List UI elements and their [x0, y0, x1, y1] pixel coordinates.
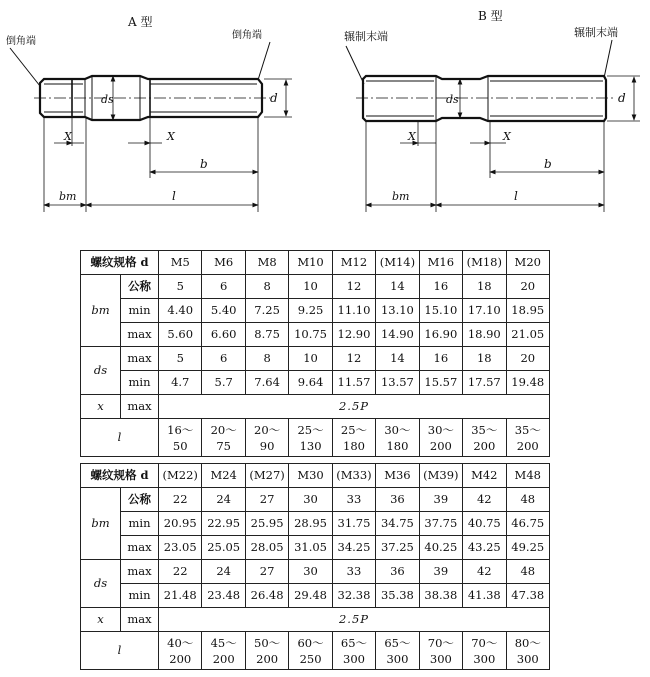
- table-cell: 24: [202, 560, 245, 584]
- l-from: 50～: [254, 635, 281, 650]
- size-cell: M42: [463, 464, 506, 488]
- min-label: min: [121, 512, 159, 536]
- type-a-ds-label: ds: [101, 93, 114, 106]
- table-row: [81, 560, 550, 584]
- size-cell: M36: [376, 464, 419, 488]
- type-b-l-label: l: [514, 189, 518, 203]
- x-value: 2.5P: [159, 395, 550, 419]
- x-label: x: [81, 608, 121, 632]
- table-row: [81, 419, 550, 457]
- l-from: 40～: [167, 635, 194, 650]
- l-to: 180: [386, 438, 409, 453]
- table-cell: 15.57: [419, 371, 462, 395]
- size-cell: M8: [245, 251, 288, 275]
- ds-label: ds: [81, 347, 121, 395]
- table-cell: 43.25: [463, 536, 506, 560]
- max-label: max: [121, 347, 159, 371]
- l-range-cell: [159, 632, 202, 670]
- size-cell: M20: [506, 251, 549, 275]
- size-cell: M16: [419, 251, 462, 275]
- l-to: 300: [516, 651, 539, 666]
- type-a-right-end-label: 倒角端: [232, 30, 262, 41]
- table-cell: 12.90: [332, 323, 375, 347]
- type-a-d-label: d: [270, 91, 278, 105]
- l-from: 65～: [340, 635, 368, 650]
- table-cell: 28.05: [245, 536, 288, 560]
- ds-label: ds: [81, 560, 121, 608]
- type-b-drawing: [344, 8, 640, 212]
- size-cell: (M18): [463, 251, 506, 275]
- l-from: 35～: [471, 422, 498, 437]
- table-cell: 20: [506, 275, 549, 299]
- min-label: min: [121, 371, 159, 395]
- size-cell: (M33): [332, 464, 375, 488]
- type-b-bm-label: bm: [392, 190, 410, 203]
- table-cell: 28.95: [289, 512, 332, 536]
- l-range-cell: [332, 419, 375, 457]
- table-cell: 9.64: [289, 371, 332, 395]
- table-cell: 40.25: [419, 536, 462, 560]
- table-cell: 12: [332, 347, 375, 371]
- table-cell: 16.90: [419, 323, 462, 347]
- table-cell: 13.57: [376, 371, 419, 395]
- size-cell: (M22): [159, 464, 202, 488]
- l-range-cell: [202, 632, 245, 670]
- table-cell: 14: [376, 347, 419, 371]
- l-from: 35～: [514, 422, 541, 437]
- table-cell: 16: [419, 275, 462, 299]
- min-label: min: [121, 584, 159, 608]
- table-cell: 6: [202, 347, 245, 371]
- table-cell: 9.25: [289, 299, 332, 323]
- l-from: 25～: [297, 422, 324, 437]
- table-cell: 14: [376, 275, 419, 299]
- size-cell: M10: [289, 251, 332, 275]
- table-cell: 25.05: [202, 536, 245, 560]
- spec-table-part-2: [80, 463, 550, 670]
- l-to: 300: [343, 651, 365, 666]
- max-label: max: [121, 323, 159, 347]
- table-cell: 11.57: [332, 371, 375, 395]
- table-cell: 23.48: [202, 584, 245, 608]
- table-cell: 20: [506, 347, 549, 371]
- l-range-cell: [159, 419, 202, 457]
- nominal-label: 公称: [121, 488, 159, 512]
- table-cell: 39: [419, 488, 462, 512]
- type-b-right-end-label: 辗制末端: [574, 26, 618, 39]
- table-cell: 41.38: [463, 584, 506, 608]
- table-row: [81, 632, 550, 670]
- table-row: [81, 464, 550, 488]
- table-cell: 33: [332, 560, 375, 584]
- table-cell: 48: [506, 560, 549, 584]
- type-b-left-end-label: 辗制末端: [344, 30, 388, 43]
- l-to: 200: [212, 651, 235, 666]
- table-cell: 22.95: [202, 512, 245, 536]
- l-range-cell: [463, 419, 506, 457]
- l-from: 70～: [427, 635, 454, 650]
- table-row: [81, 323, 550, 347]
- l-range-cell: [506, 419, 549, 457]
- table-row: [81, 347, 550, 371]
- l-from: 65～: [384, 635, 411, 650]
- table-cell: 15.10: [419, 299, 462, 323]
- type-a-left-end-label: 倒角端: [6, 36, 36, 47]
- table-cell: 6: [202, 275, 245, 299]
- table-row: [81, 395, 550, 419]
- spec-table-part-1: [80, 250, 550, 457]
- table-cell: 31.05: [289, 536, 332, 560]
- table-cell: 36: [376, 488, 419, 512]
- table-cell: 12: [332, 275, 375, 299]
- l-range-cell: [463, 632, 506, 670]
- table-cell: 22: [159, 488, 202, 512]
- table-row: [81, 584, 550, 608]
- table-cell: 8.75: [245, 323, 288, 347]
- l-range-cell: [376, 632, 419, 670]
- nominal-label: 公称: [121, 275, 159, 299]
- table-cell: 46.75: [506, 512, 549, 536]
- max-label: max: [121, 395, 159, 419]
- table-cell: 30: [289, 488, 332, 512]
- table-cell: 8: [245, 275, 288, 299]
- l-range-cell: [506, 632, 549, 670]
- table-cell: 24: [202, 488, 245, 512]
- spec-header: 螺纹规格 d: [81, 251, 159, 275]
- l-from: 45～: [210, 635, 237, 650]
- l-to: 300: [473, 651, 496, 666]
- type-b-title: B 型: [478, 9, 503, 23]
- table-cell: 29.48: [289, 584, 332, 608]
- table-cell: 27: [245, 560, 288, 584]
- table-cell: 26.48: [245, 584, 288, 608]
- l-label: l: [81, 419, 159, 457]
- table-cell: 17.57: [463, 371, 506, 395]
- max-label: max: [121, 536, 159, 560]
- table-cell: 18.95: [506, 299, 549, 323]
- l-range-cell: [245, 632, 288, 670]
- l-range-cell: [289, 632, 332, 670]
- type-b-x-label-2: X: [503, 130, 511, 143]
- table-cell: 17.10: [463, 299, 506, 323]
- l-to: 75: [216, 438, 231, 453]
- table-cell: 34.25: [332, 536, 375, 560]
- type-a-x-label-1: X: [64, 130, 72, 143]
- table-cell: 5.40: [202, 299, 245, 323]
- table-row: [81, 251, 550, 275]
- size-cell: (M14): [376, 251, 419, 275]
- table-cell: 27: [245, 488, 288, 512]
- size-cell: M30: [289, 464, 332, 488]
- l-from: 80～: [514, 635, 541, 650]
- table-cell: 22: [159, 560, 202, 584]
- table-cell: 30: [289, 560, 332, 584]
- min-label: min: [121, 299, 159, 323]
- table-cell: 10: [289, 275, 332, 299]
- table-cell: 18: [463, 275, 506, 299]
- table-cell: 5: [159, 347, 202, 371]
- l-to: 180: [343, 438, 365, 453]
- l-from: 20～: [254, 422, 281, 437]
- l-to: 300: [386, 651, 409, 666]
- table-cell: 31.75: [332, 512, 375, 536]
- l-range-cell: [202, 419, 245, 457]
- l-range-cell: [289, 419, 332, 457]
- l-to: 200: [169, 651, 192, 666]
- table-cell: 33: [332, 488, 375, 512]
- table-cell: 14.90: [376, 323, 419, 347]
- l-to: 90: [259, 438, 275, 453]
- table-cell: 35.38: [376, 584, 419, 608]
- table-row: [81, 536, 550, 560]
- table-cell: 32.38: [332, 584, 375, 608]
- table-cell: 11.10: [332, 299, 375, 323]
- size-cell: M12: [332, 251, 375, 275]
- table-cell: 25.95: [245, 512, 288, 536]
- table-cell: 37.75: [419, 512, 462, 536]
- table-cell: 48: [506, 488, 549, 512]
- type-a-x-label-2: X: [167, 130, 175, 143]
- table-cell: 42: [463, 488, 506, 512]
- table-cell: 10.75: [289, 323, 332, 347]
- table-cell: 5: [159, 275, 202, 299]
- bm-label: bm: [81, 275, 121, 347]
- table-cell: 21.48: [159, 584, 202, 608]
- type-a-l-label: l: [172, 189, 176, 203]
- size-cell: M6: [202, 251, 245, 275]
- l-to: 200: [256, 651, 279, 666]
- x-value: 2.5P: [159, 608, 550, 632]
- type-a-b-label: b: [200, 157, 208, 171]
- l-from: 30～: [427, 422, 454, 437]
- type-a-drawing: [6, 14, 292, 212]
- type-b-ds-label: ds: [446, 93, 459, 106]
- table-cell: 6.60: [202, 323, 245, 347]
- l-label: l: [81, 632, 159, 670]
- l-range-cell: [419, 632, 462, 670]
- table-cell: 49.25: [506, 536, 549, 560]
- l-from: 30～: [384, 422, 411, 437]
- table-cell: 34.75: [376, 512, 419, 536]
- x-label: x: [81, 395, 121, 419]
- type-a-bm-label: bm: [59, 190, 77, 203]
- table-cell: 10: [289, 347, 332, 371]
- table-row: [81, 608, 550, 632]
- table-cell: 38.38: [419, 584, 462, 608]
- l-to: 200: [429, 438, 452, 453]
- spec-header: 螺纹规格 d: [81, 464, 159, 488]
- table-cell: 4.7: [159, 371, 202, 395]
- l-range-cell: [332, 632, 375, 670]
- max-label: max: [121, 608, 159, 632]
- size-cell: M24: [202, 464, 245, 488]
- size-cell: M5: [159, 251, 202, 275]
- l-to: 50: [172, 438, 188, 453]
- table-cell: 40.75: [463, 512, 506, 536]
- table-cell: 5.7: [202, 371, 245, 395]
- l-from: 70～: [471, 635, 498, 650]
- l-range-cell: [245, 419, 288, 457]
- l-range-cell: [376, 419, 419, 457]
- table-cell: 18: [463, 347, 506, 371]
- table-cell: 20.95: [159, 512, 202, 536]
- l-from: 25～: [340, 422, 368, 437]
- max-label: max: [121, 560, 159, 584]
- l-to: 300: [429, 651, 452, 666]
- type-b-b-label: b: [544, 157, 552, 171]
- table-cell: 23.05: [159, 536, 202, 560]
- table-cell: 37.25: [376, 536, 419, 560]
- type-b-d-label: d: [618, 91, 626, 105]
- table-cell: 5.60: [159, 323, 202, 347]
- table-row: [81, 512, 550, 536]
- type-b-x-label-1: X: [408, 130, 416, 143]
- table-cell: 42: [463, 560, 506, 584]
- l-from: 60～: [297, 635, 324, 650]
- table-cell: 7.64: [245, 371, 288, 395]
- l-to: 130: [299, 438, 322, 453]
- bm-label: bm: [81, 488, 121, 560]
- table-cell: 39: [419, 560, 462, 584]
- size-cell: (M27): [245, 464, 288, 488]
- size-cell: (M39): [419, 464, 462, 488]
- table-row: [81, 275, 550, 299]
- l-from: 20～: [210, 422, 237, 437]
- table-cell: 36: [376, 560, 419, 584]
- l-to: 250: [299, 651, 322, 666]
- table-cell: 18.90: [463, 323, 506, 347]
- type-a-title: A 型: [128, 15, 153, 29]
- table-row: [81, 299, 550, 323]
- size-cell: M48: [506, 464, 549, 488]
- table-row: [81, 371, 550, 395]
- table-cell: 47.38: [506, 584, 549, 608]
- l-to: 200: [473, 438, 496, 453]
- table-cell: 8: [245, 347, 288, 371]
- table-cell: 7.25: [245, 299, 288, 323]
- table-cell: 21.05: [506, 323, 549, 347]
- table-row: [81, 488, 550, 512]
- table-cell: 13.10: [376, 299, 419, 323]
- table-cell: 4.40: [159, 299, 202, 323]
- l-to: 200: [516, 438, 539, 453]
- l-from: 16～: [167, 422, 194, 437]
- table-cell: 19.48: [506, 371, 549, 395]
- stud-drawing: [0, 0, 650, 240]
- l-range-cell: [419, 419, 462, 457]
- table-cell: 16: [419, 347, 462, 371]
